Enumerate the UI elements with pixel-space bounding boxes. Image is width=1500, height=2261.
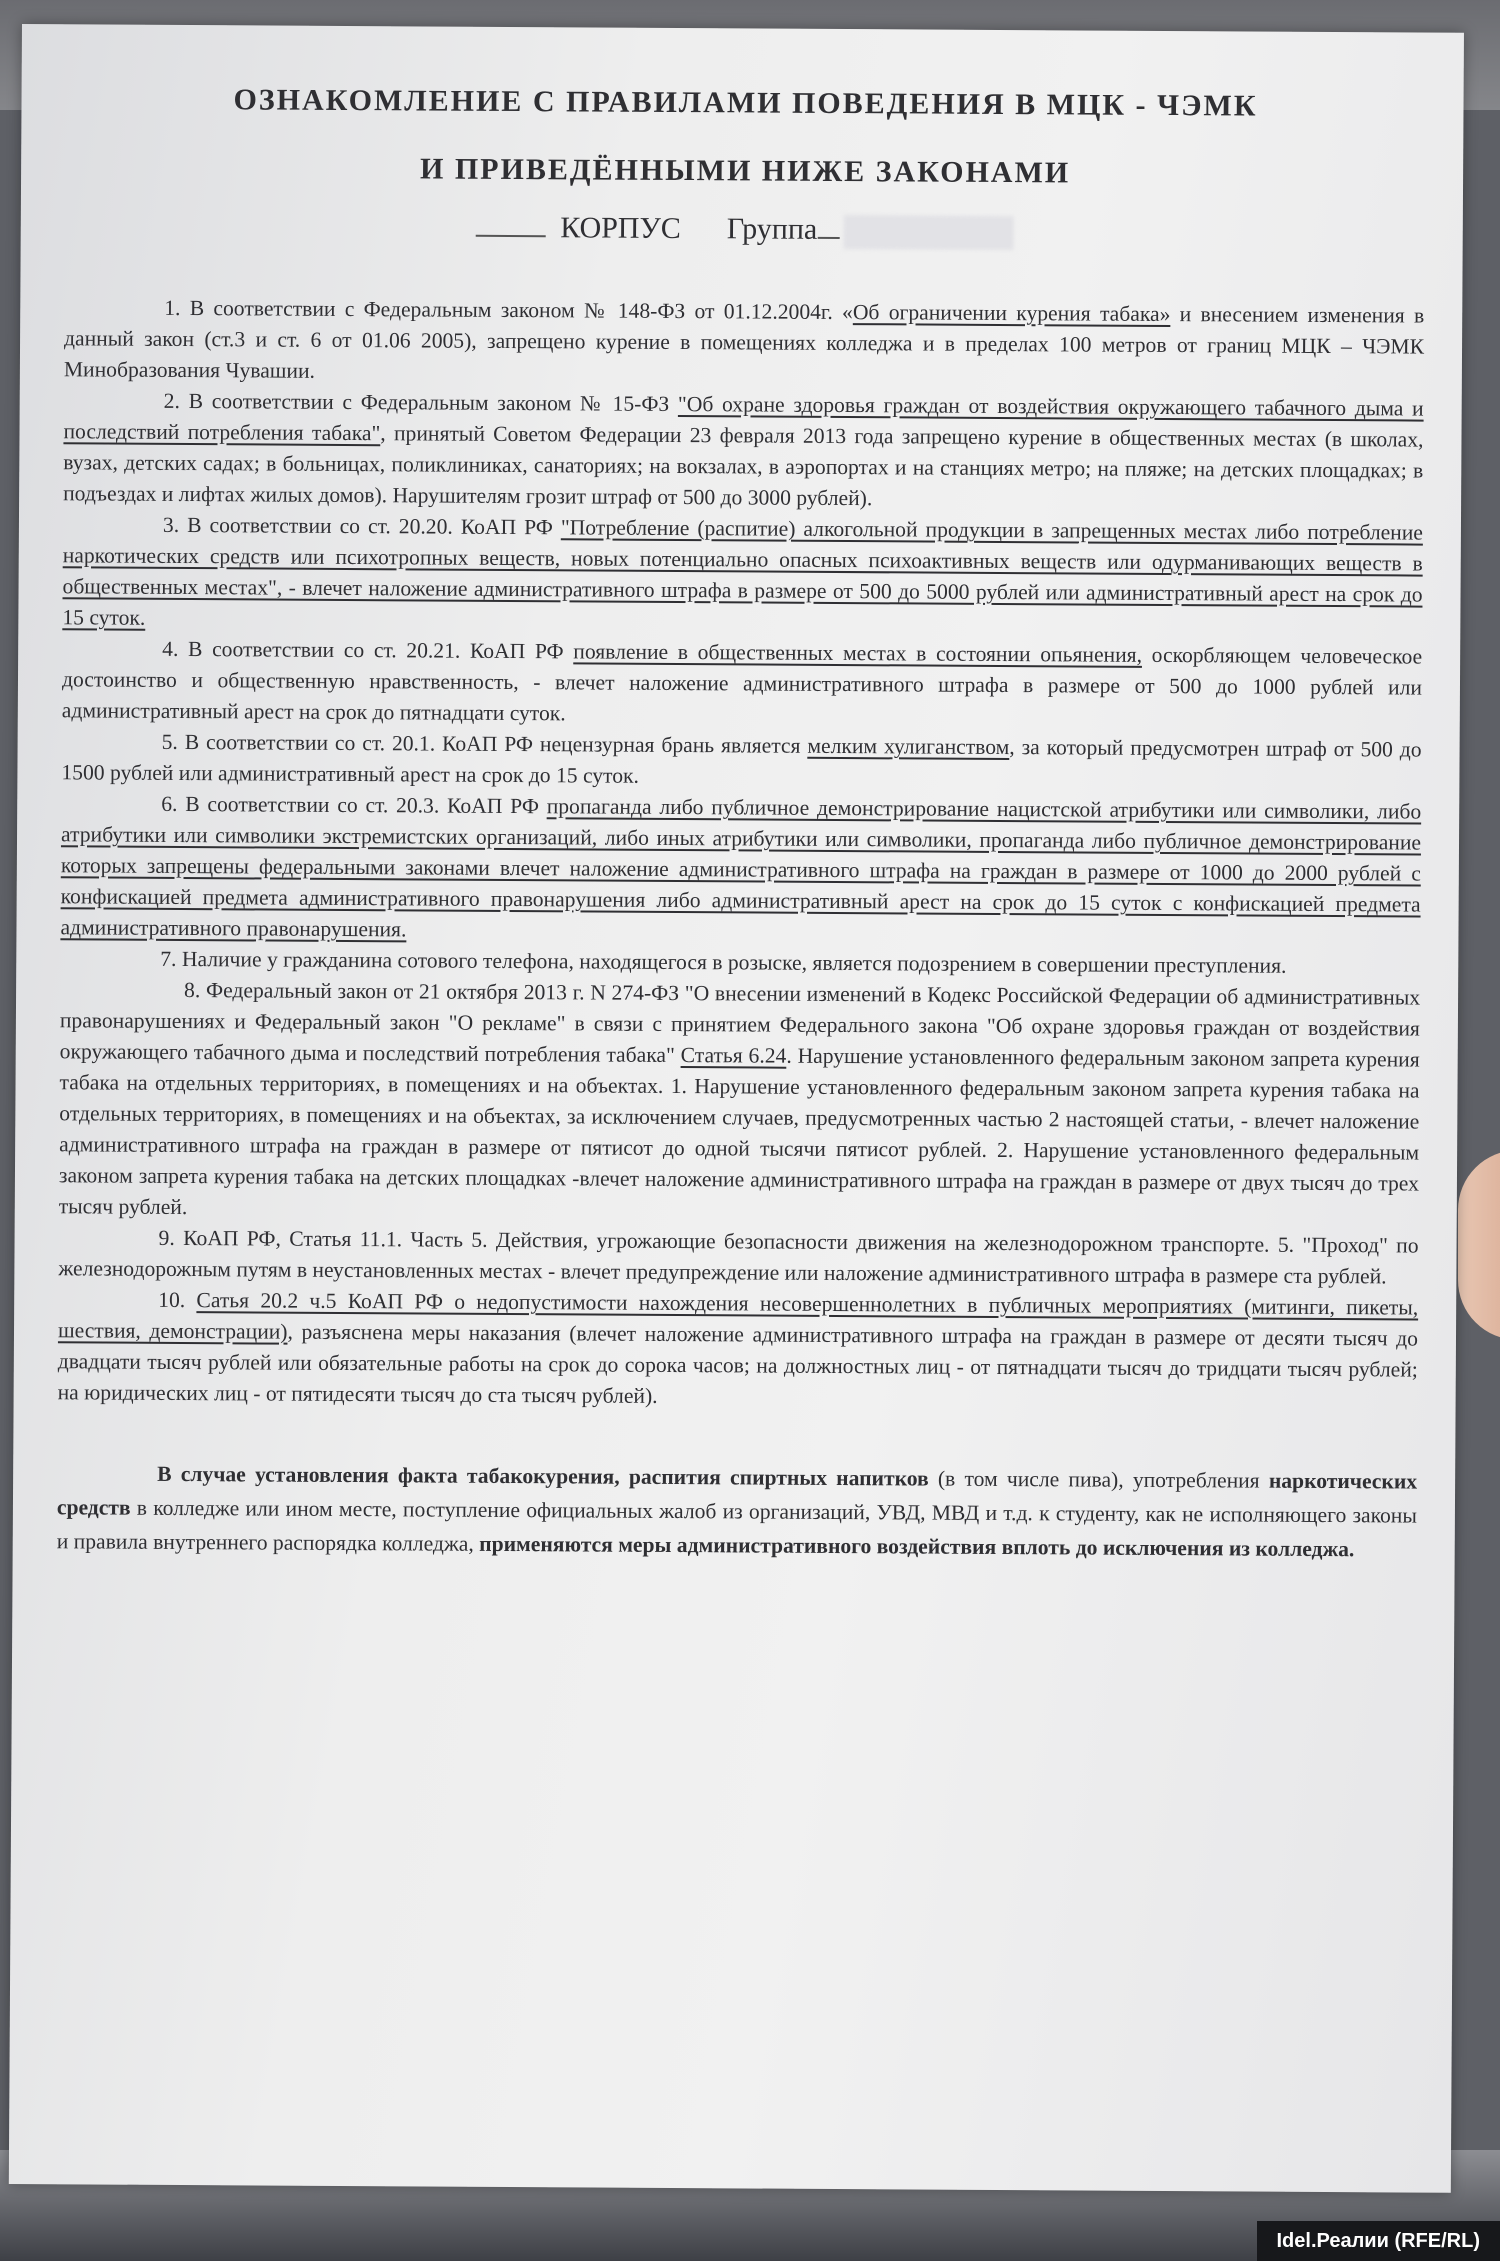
rule-item-2 xyxy=(63,385,1424,517)
rule-item-10 xyxy=(58,1284,1419,1416)
final-bold-text: В случае установления факта табакокурения, распития спиртных напитков xyxy=(157,1461,929,1491)
rule-underlined-text: пропаганда либо публичное демонстрирование нацистской атрибутики или символики, либо атрибутики или символики экстремистских организаций, либо иных атрибутики или символики, пропаганда либо публичное демонстрирование которых запрещены федеральными законами влечет наложение административного штрафа на граждан в размере от 1000 до 2000 рублей с конфискацией предмета административного правонарушения либо административный арест на срок до 15 суток с конфискацией предмета административного правонарушения. xyxy=(60,794,1422,942)
document-sheet xyxy=(9,24,1464,2193)
rule-text: В соответствии со ст. 20.1. КоАП РФ нецензурная брань является xyxy=(177,729,808,758)
rule-number: 1. xyxy=(164,295,181,320)
group-blank xyxy=(817,237,839,239)
rule-number: 7. xyxy=(160,946,177,971)
rule-underlined-text: появление в общественных местах в состоянии опьянения, xyxy=(573,639,1143,667)
document-title-line1: ОЗНАКОМЛЕНИЕ С ПРАВИЛАМИ ПОВЕДЕНИЯ В МЦК - ЧЭМК xyxy=(233,83,1258,123)
document-body xyxy=(57,64,1426,1566)
rule-number: 2. xyxy=(163,388,180,413)
source-watermark: Idel.Реалии (RFE/RL) xyxy=(1257,2221,1500,2261)
rule-underlined-text: "Потребление (распитие) алкогольной продукции в запрещенных местах либо потребление наркотических средств или психотропных веществ, новых потенциально опасных психоактивных веществ или одурманивающих веществ в общественных местах", - влечет наложение административного штрафа в размере от 500 до 5000 рублей или административный арест на срок до 15 суток. xyxy=(62,515,1424,630)
rule-item-3 xyxy=(62,509,1423,641)
rule-number: 4. xyxy=(162,636,179,661)
rule-underlined-text: мелким хулиганством xyxy=(807,733,1010,760)
rule-number: 6. xyxy=(161,791,178,816)
rule-text: В соответствии с Федеральным законом № 15-ФЗ xyxy=(179,388,679,417)
rule-underlined-text: Сатья 20.2 ч.5 КоАП РФ о недопустимости нахождения несовершеннолетних в публичных мероприятиях (митинги, пикеты, шествия, демонстрации) xyxy=(57,1288,1419,1344)
rule-text: В соответствии со ст. 20.21. КоАП РФ xyxy=(178,636,574,664)
rule-text: В соответствии со ст. 20.20. КоАП РФ xyxy=(179,512,561,540)
rule-text: , разъяснена меры наказания (влечет наложение административного штрафа на граждан в размере от десяти тысяч до двадцати тысяч рублей или обязательные работы на срок до сорока часов; на должностных лиц - от пятнадцати тысяч до тридцати тысяч рублей; на юридических лиц - от пятидесяти тысяч до ста тысяч рублей). xyxy=(57,1319,1419,1408)
rule-text xyxy=(185,1288,196,1312)
rule-item-5 xyxy=(61,726,1421,796)
rule-text: В соответствии с Федеральным законом № 148-ФЗ от 01.12.2004г. « xyxy=(180,295,853,325)
rule-number: 5. xyxy=(161,729,178,754)
corpus-label: КОРПУС xyxy=(560,211,681,246)
group-label: Группа xyxy=(726,212,818,246)
final-text: (в том числе пива), употребления xyxy=(928,1466,1269,1493)
rule-text: . Нарушение установленного федеральным законом запрета курения табака на отдельных территориях, в помещениях и на объектах. 1. Нарушение установленного федеральным законом запрета курения табака на отдельных территориях, в помещениях и на объектах, за исключением случаев, предусмотренных частью 2 настоящей статьи, - влечет наложение административного штрафа на граждан в размере от пятисот до одной тысячи пятисот рублей. 2. Нарушение установленного федеральным законом запрета курения табака на детских площадках -влечет наложение административного штрафа на граждан в размере от двух тысяч до трех тысяч рублей. xyxy=(58,1043,1420,1220)
final-warning-paragraph xyxy=(57,1456,1418,1566)
rule-item-1 xyxy=(64,292,1425,393)
rule-number: 8. xyxy=(184,978,201,1003)
rule-item-4 xyxy=(62,633,1423,734)
rule-underlined-text: Статья 6.24 xyxy=(680,1043,787,1068)
rule-number: 9. xyxy=(158,1225,175,1250)
rule-item-8 xyxy=(59,974,1420,1230)
rules-list xyxy=(58,292,1425,1416)
final-text: в колледже или ином месте, поступление официальных жалоб из организаций, УВД, МВД и т.д. к студенту, как не исполняющего законы и правила внутреннего распорядка колледжа, xyxy=(56,1495,1417,1556)
rule-text: и внесением изменения в данный закон (ст.3 и ст. 6 от 01.06 2005), запрещено курение в помещениях колледжа и в пределах 100 метров от границ МЦК – ЧЭМК Минобразования Чувашии. xyxy=(63,302,1425,383)
rule-text: Наличие у гражданина сотового телефона, находящегося в розыске, является подозрением в совершении преступления. xyxy=(176,946,1287,978)
rule-number: 10. xyxy=(158,1287,186,1313)
final-bold-text: наркотических средств xyxy=(56,1468,1418,1520)
thumb-holding-paper xyxy=(1458,1150,1500,1340)
rule-text: В соответствии со ст. 20.3. КоАП РФ xyxy=(177,791,547,819)
document-title-line2: И ПРИВЕДЁННЫМИ НИЖЕ ЗАКОНАМИ xyxy=(419,152,1071,190)
rule-item-9 xyxy=(58,1222,1418,1292)
rule-text: , принятый Советом Федерации 23 февраля 2013 года запрещено курение в общественных местах (в школах, вузах, детских садах; в больницах, поликлиниках, санаториях; на вокзалах, в аэропортах и на станциях метро; на пляже; на детских площадках; в подъездах и лифтах жилых домов). Нарушителям грозит штраф от 500 до 3000 рублей). xyxy=(63,421,1424,511)
rule-underlined-text: Об ограничении курения табака» xyxy=(852,300,1171,327)
corpus-blank xyxy=(476,235,546,237)
rule-item-6 xyxy=(60,788,1421,951)
final-bold-text: применяются меры административного воздействия вплоть до исключения из колледжа. xyxy=(479,1531,1355,1562)
rule-text: КоАП РФ, Статья 11.1. Часть 5. Действия, угрожающие безопасности движения на железнодорожном транспорте. 5. "Проход" по железнодорожным путям в неустановленных местах - влечет предупреждение или наложение административного штрафа в размере ста рублей. xyxy=(58,1225,1419,1289)
group-redaction xyxy=(843,215,1013,250)
rule-number: 3. xyxy=(162,512,180,537)
rule-underlined-text: "Об охране здоровья граждан от воздействия окружающего табачного дыма и последствий потребления табака" xyxy=(63,392,1424,446)
corpus-group-line xyxy=(65,204,1425,254)
rule-text: Федеральный закон от 21 октября 2013 г. N 274-ФЗ "О внесении изменений в Кодекс Российской Федерации об административных правонарушениях и Федеральный закон "О рекламе" в связи с принятием Федерального закона "Об охране здоровья граждан от воздействия окружающего табачного дыма и последствий потребления табака" xyxy=(59,978,1421,1068)
rule-text: оскорбляющем человеческое достоинство и общественную нравственность, - влечет наложение административного штрафа в размере от 500 до 1000 рублей или административный арест на срок до пятнадцати суток. xyxy=(61,642,1423,726)
rule-text: , за который предусмотрен штраф от 500 до 1500 рублей или административный арест на срок до 15 суток. xyxy=(61,735,1422,788)
